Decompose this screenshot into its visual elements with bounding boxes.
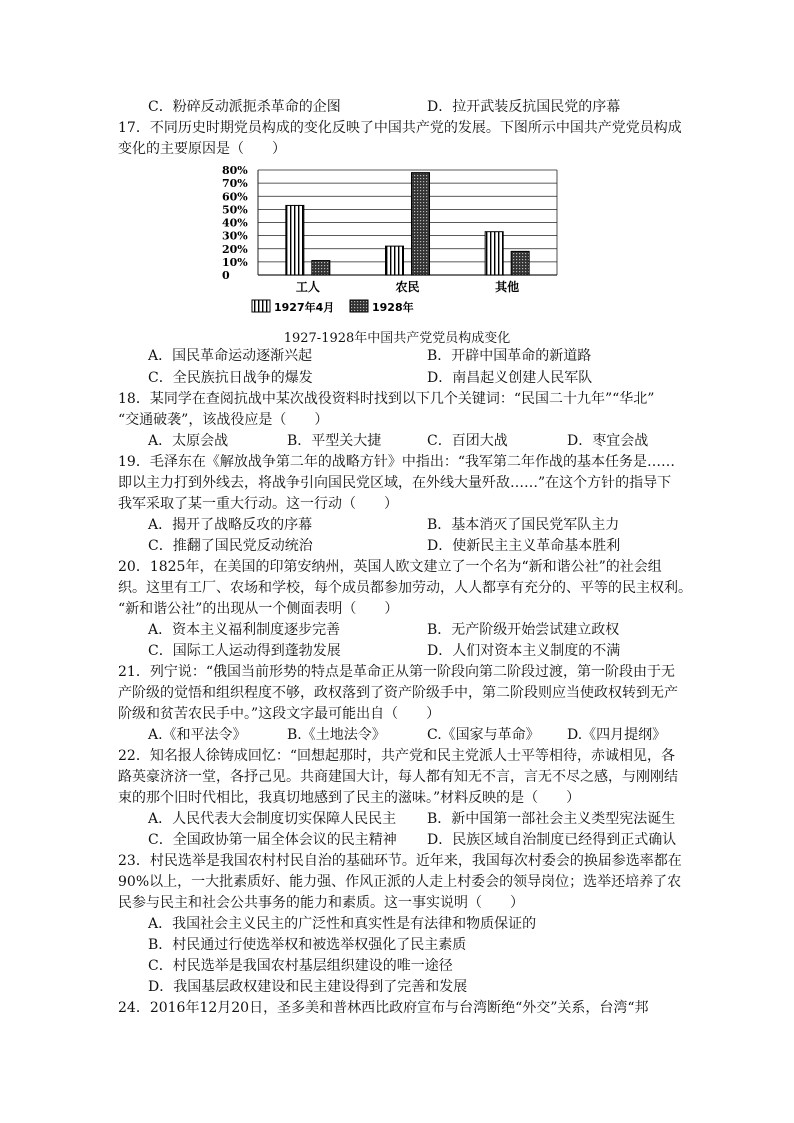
q19-stem-line2: 即以主力打到外线去，将战争引向国民党区域，在外线大量歼敌……”在这个方针的指导下 xyxy=(118,475,672,491)
bar-series1 xyxy=(485,232,503,275)
y-tick-label: 50% xyxy=(222,203,248,217)
q20-option-d: D．人们对资本主义制度的不满 xyxy=(427,643,621,659)
q21-stem-line3: 阶级和贫苦农民手中。”这段文字最可能出自（ ） xyxy=(118,706,441,722)
q18-option-a: A．太原会战 xyxy=(148,433,229,449)
q22-stem-line1: 22．知名报人徐铸成回忆：“回想起那时，共产党和民主党派人士平等相待，赤诚相见，各 xyxy=(118,748,675,764)
bar-series2 xyxy=(312,261,330,275)
q21-stem-line1: 21．列宁说：“俄国当前形势的特点是革命正从第一阶段向第二阶段过渡，第一阶段由于无 xyxy=(118,664,675,680)
legend-label: 1927年4月 xyxy=(274,301,335,314)
q17-stem-line2: 变化的主要原因是（ ） xyxy=(118,141,286,157)
legend-swatch xyxy=(350,300,368,312)
q22-option-c: C．全国政协第一届全体会议的民主精神 xyxy=(148,832,397,848)
q18-stem-line1: 18．某同学在查阅抗战中某次战役资料时找到以下几个关键词：“民国二十九年”“华北” xyxy=(118,391,655,407)
q19-option-b: B．基本消灭了国民党军队主力 xyxy=(427,517,620,533)
y-tick-label: 20% xyxy=(222,242,248,256)
y-tick-label: 40% xyxy=(222,216,248,230)
q18-option-d: D．枣宜会战 xyxy=(567,433,649,449)
q17-option-a: A．国民革命运动逐渐兴起 xyxy=(148,348,313,364)
q23-stem-line3: 民参与民主和社会公共事务的能力和素质。这一事实说明（ ） xyxy=(118,895,524,911)
x-category-label: 农民 xyxy=(395,280,420,294)
q20-option-b: B．无产阶级开始尝试建立政权 xyxy=(427,622,620,638)
q17-option-d: D．南昌起义创建人民军队 xyxy=(427,370,593,386)
q23-option-c: C．村民选举是我国农村基层组织建设的唯一途径 xyxy=(148,958,453,974)
q21-option-b: B.《土地法令》 xyxy=(287,727,386,743)
legend-label: 1928年 xyxy=(372,301,414,314)
q22-option-d: D．民族区域自治制度已经得到正式确认 xyxy=(427,832,677,848)
q23-option-a: A．我国社会主义民主的广泛性和真实性是有法律和物质保证的 xyxy=(148,916,537,932)
bar-series2 xyxy=(511,251,529,275)
q17-option-c: C．全民族抗日战争的爆发 xyxy=(148,370,313,386)
q22-option-b: B．新中国第一部社会主义类型宪法诞生 xyxy=(427,811,676,827)
q17-stem-line1: 17．不同历史时期党员构成的变化反映了中国共产党的发展。下图所示中国共产党党员构成 xyxy=(118,120,682,136)
y-tick-label: 80% xyxy=(222,164,248,177)
q20-stem-line3: “新和谐公社”的出现从一个侧面表明（ ） xyxy=(118,601,399,617)
q18-option-b: B．平型关大捷 xyxy=(287,433,382,449)
chart-caption: 1927-1928年中国共产党党员构成变化 xyxy=(283,331,511,346)
q22-stem-line3: 束的那个旧时代相比，我真切地感到了民主的滋味。”材料反映的是（ ） xyxy=(118,790,581,806)
q19-option-c: C．推翻了国民党反动统治 xyxy=(148,538,313,554)
y-tick-label: 30% xyxy=(222,229,248,243)
y-tick-label: 10% xyxy=(222,255,248,269)
q23-stem-line2: 90%以上，一大批素质好、能力强、作风正派的人走上村委会的领导岗位；选举还培养了农 xyxy=(118,874,682,890)
bar-series1 xyxy=(386,246,404,275)
q23-stem-line1: 23．村民选举是我国农村村民自治的基础环节。近年来，我国每次村委会的换届参选率都在 xyxy=(118,853,682,869)
x-category-label: 其他 xyxy=(495,280,520,294)
q21-option-c: C.《国家与革命》 xyxy=(427,727,540,743)
q20-option-a: A．资本主义福利制度逐步完善 xyxy=(148,622,341,638)
q19-option-a: A．揭开了战略反攻的序幕 xyxy=(148,517,313,533)
y-tick-label: 60% xyxy=(222,190,248,204)
q22-stem-line2: 路英豪济济一堂，各抒己见。共商建国大计，每人都有知无不言，言无不尽之感，与刚刚结 xyxy=(118,769,678,785)
q20-stem-line1: 20．1825年，在美国的印第安纳州，英国人欧文建立了一个名为“新和谐公社”的社会组 xyxy=(118,559,662,575)
q18-stem-line2: “交通破袭”，该战役应是（ ） xyxy=(118,412,329,428)
q19-stem-line1: 19．毛泽东在《解放战争第二年的战略方针》中指出：“我军第二年作战的基本任务是…… xyxy=(118,454,675,470)
legend-swatch xyxy=(252,300,270,312)
q23-option-d: D．我国基层政权建设和民主建设得到了完善和发展 xyxy=(148,979,468,995)
q19-option-d: D．使新民主主义革命基本胜利 xyxy=(427,538,621,554)
bar-series2 xyxy=(412,173,430,275)
q19-stem-line3: 我军采取了某一重大行动。这一行动（ ） xyxy=(118,496,398,512)
x-category-label: 工人 xyxy=(295,280,320,294)
q24-stem-line1: 24．2016年12月20日，圣多美和普林西比政府宣布与台湾断绝“外交”关系，台湾“邦 xyxy=(118,1000,649,1016)
q22-option-a: A．人民代表大会制度切实保障人民民主 xyxy=(148,811,397,827)
party-composition-bar-chart xyxy=(222,160,567,325)
y-tick-label: 70% xyxy=(222,177,248,191)
q18-option-c: C．百团大战 xyxy=(427,433,508,449)
q20-stem-line2: 织。这里有工厂、农场和学校，每个成员都参加劳动，人人都享有充分的、平等的民主权利。 xyxy=(118,580,692,596)
q16-option-d: D．拉开武装反抗国民党的序幕 xyxy=(427,99,621,115)
q21-option-d: D.《四月提纲》 xyxy=(567,727,667,743)
bar-series1 xyxy=(286,205,304,275)
q21-stem-line2: 产阶级的觉悟和组织程度不够，政权落到了资产阶级手中，第二阶段则应当使政权转到无产 xyxy=(118,685,678,701)
q20-option-c: C．国际工人运动得到蓬勃发展 xyxy=(148,643,341,659)
y-tick-label: 0 xyxy=(222,269,230,282)
q16-option-c: C．粉碎反动派扼杀革命的企图 xyxy=(148,99,341,115)
q23-option-b: B．村民通过行使选举权和被选举权强化了民主素质 xyxy=(148,937,467,953)
q17-option-b: B．开辟中国革命的新道路 xyxy=(427,348,592,364)
q21-option-a: A.《和平法令》 xyxy=(148,727,247,743)
